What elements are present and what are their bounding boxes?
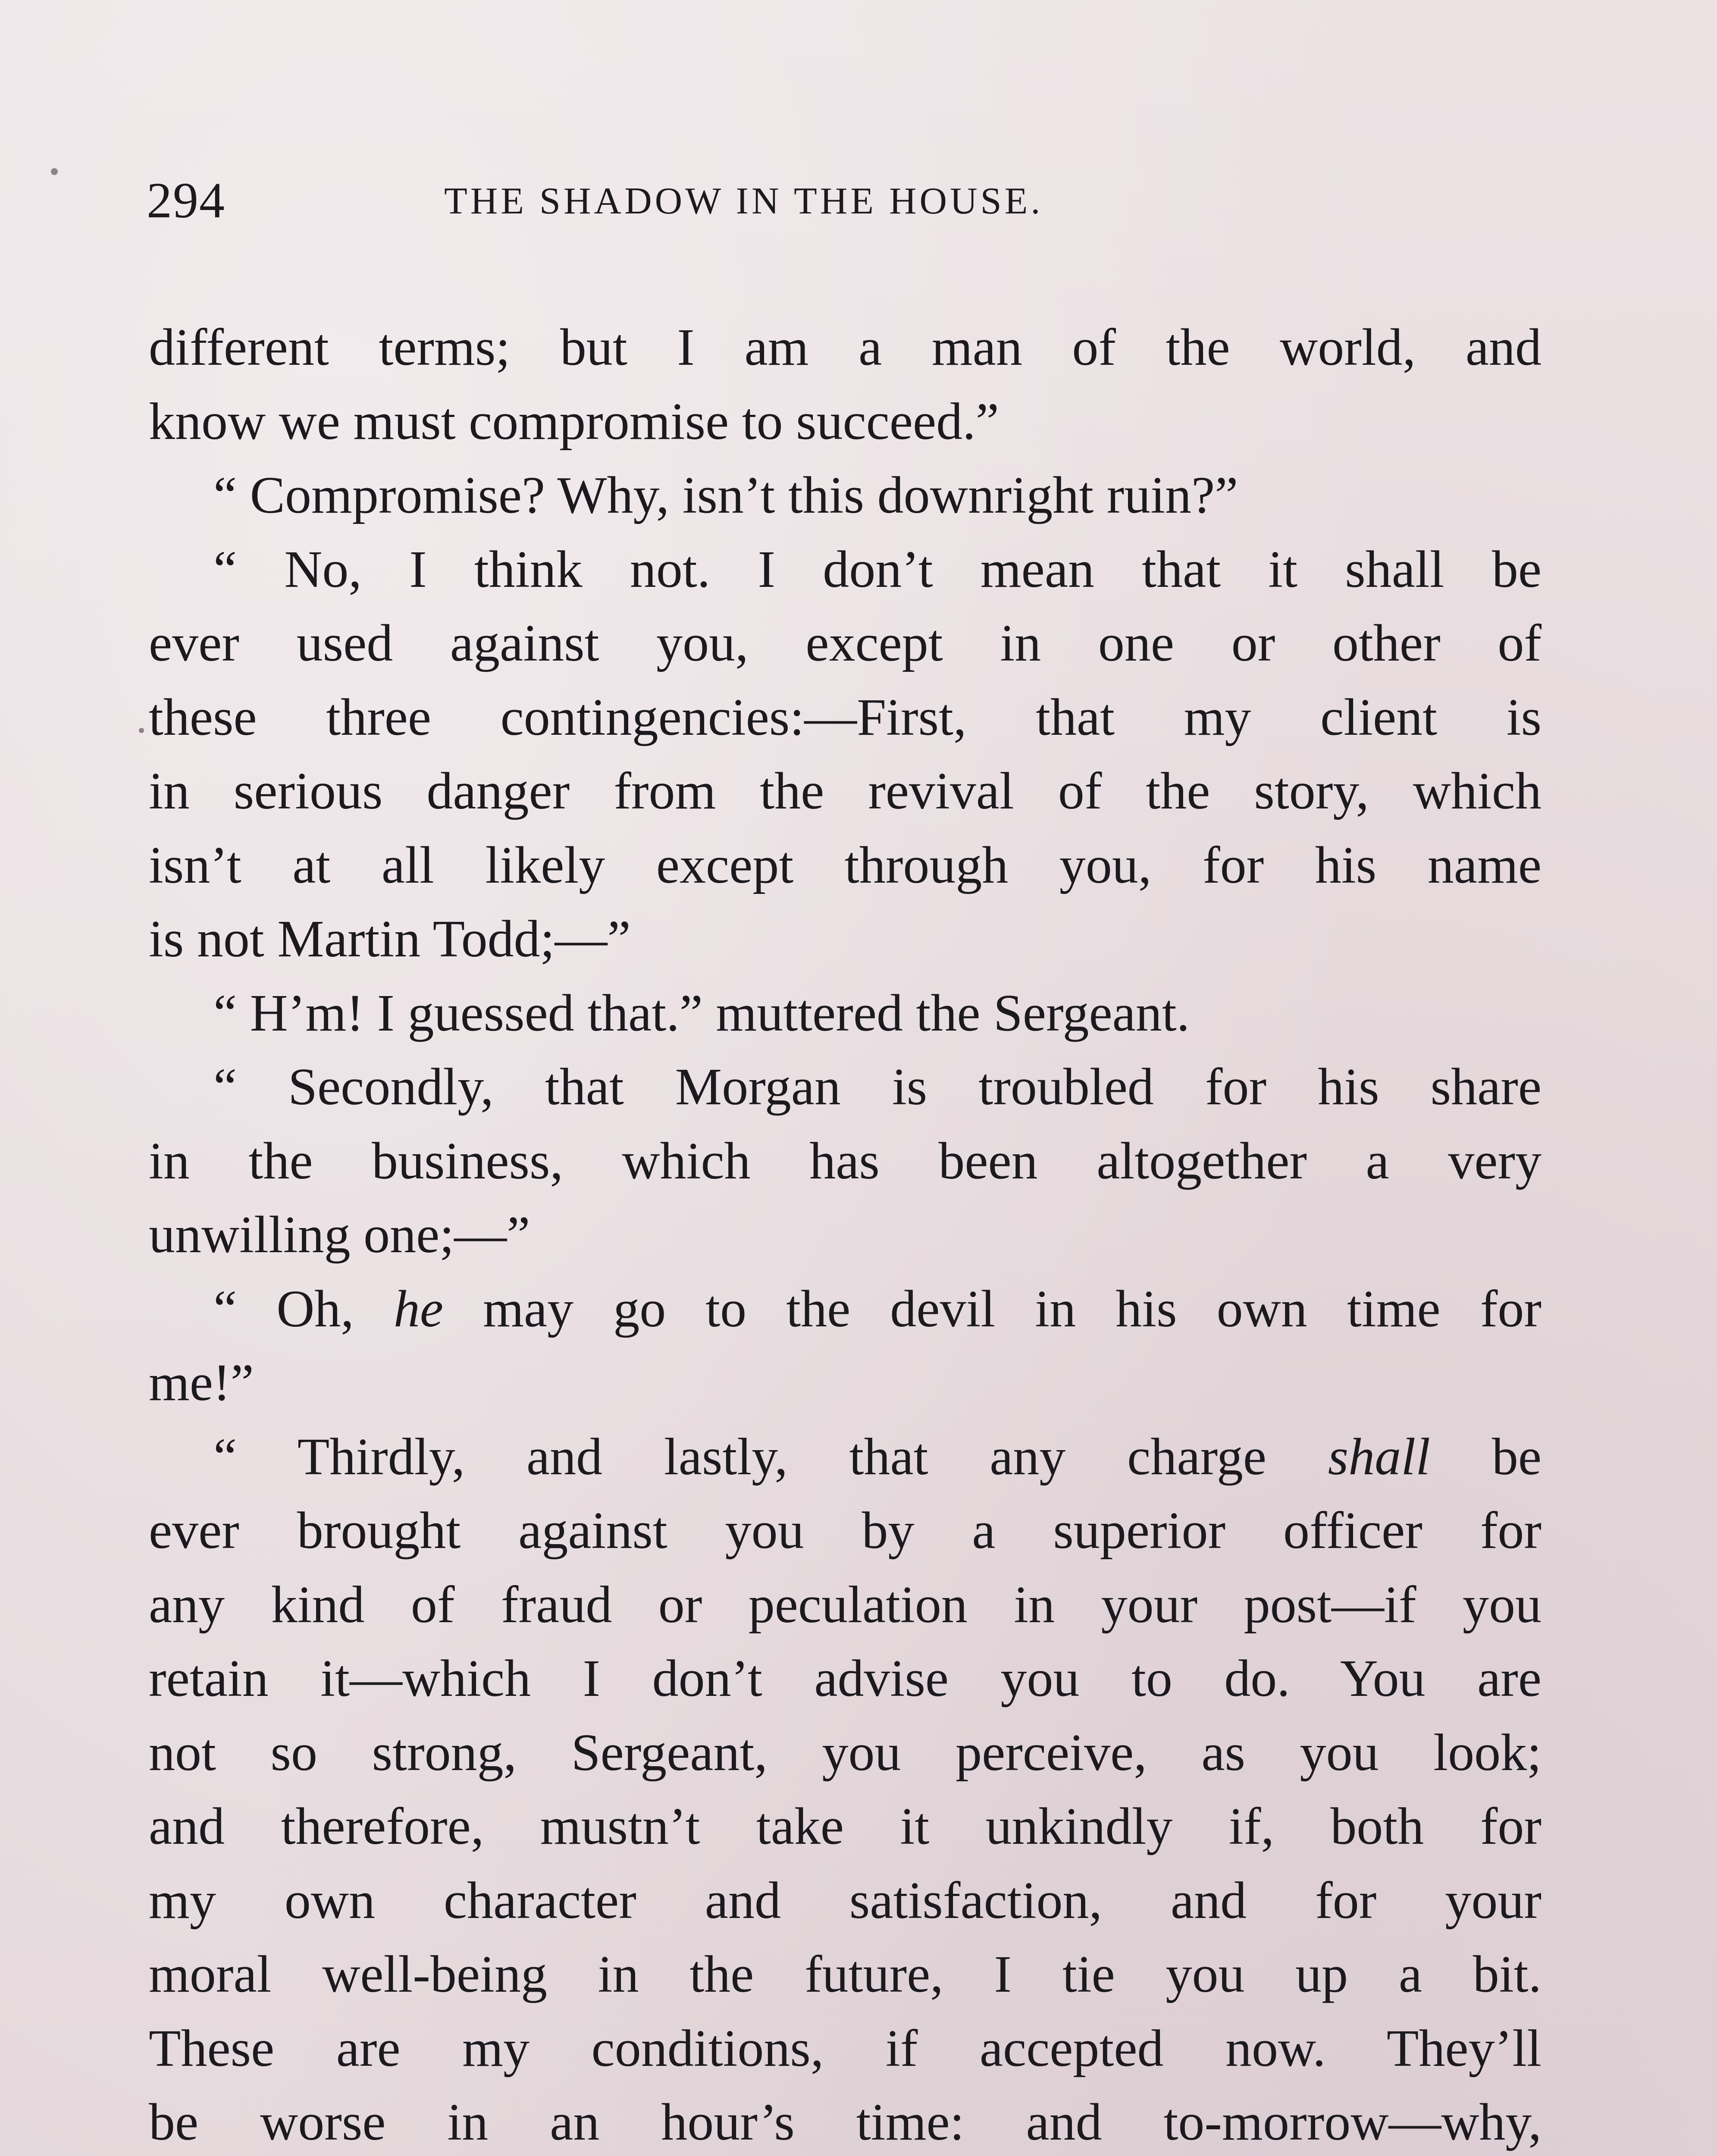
text-segment: “ Thirdly, and lastly, that any charge [213, 1427, 1328, 1486]
text-segment: be worse in an hour’s time: and to-morrow—why, [149, 2093, 1542, 2151]
text-line [149, 1937, 1542, 2012]
text-line [149, 1050, 1542, 1124]
italic-text: shall [1328, 1427, 1431, 1486]
text-line [149, 976, 1542, 1050]
text-line [149, 1420, 1542, 1494]
text-line [149, 1198, 1542, 1272]
text-segment: me!” [149, 1354, 254, 1412]
text-segment: “ Secondly, that Morgan is troubled for his share [213, 1058, 1542, 1116]
text-segment: “ Oh, [213, 1279, 394, 1338]
text-line [149, 1124, 1542, 1198]
text-segment: any kind of fraud or peculation in your post—if you [149, 1575, 1542, 1634]
text-segment: be [1430, 1427, 1542, 1486]
text-line [149, 385, 1542, 459]
italic-text: he [393, 1279, 444, 1338]
text-line [149, 606, 1542, 680]
text-segment: unwilling one;—” [149, 1206, 530, 1264]
text-segment: these three contingencies:—First, that my client is [149, 688, 1542, 746]
text-segment: “ No, I think not. I don’t mean that it shall be [213, 540, 1542, 599]
text-segment: in the business, which has been altogether a very [149, 1131, 1542, 1190]
page-speck [51, 168, 58, 175]
text-segment: different terms; but I am a man of the world, and [149, 318, 1542, 376]
text-segment: is not Martin Todd;—” [149, 910, 631, 968]
text-segment: retain it—which I don’t advise you to do. You are [149, 1649, 1542, 1708]
text-segment: not so strong, Sergeant, you perceive, as you look; [149, 1723, 1542, 1782]
text-segment: ever brought against you by a superior officer for [149, 1501, 1542, 1560]
text-line [149, 1272, 1542, 1346]
text-line [149, 2085, 1542, 2156]
page-speck [139, 728, 144, 733]
text-segment: “ Compromise? Why, isn’t this downright ruin?” [213, 466, 1238, 524]
text-segment: in serious danger from the revival of the story, which [149, 762, 1542, 820]
text-line [149, 1494, 1542, 1568]
text-line [149, 1789, 1542, 1864]
text-line [149, 828, 1542, 903]
text-line [149, 533, 1542, 607]
text-line [149, 1346, 1542, 1420]
text-segment: “ H’m! I guessed that.” muttered the Sergeant. [213, 984, 1190, 1042]
text-line [149, 1642, 1542, 1716]
page-header [147, 166, 1259, 235]
text-segment: moral well-being in the future, I tie you up a bit. [149, 1945, 1542, 2003]
text-segment: may go to the devil in his own time for [443, 1279, 1542, 1338]
text-segment: my own character and satisfaction, and for your [149, 1871, 1542, 1930]
text-line [149, 310, 1542, 385]
text-line [149, 1716, 1542, 1790]
text-line [149, 1864, 1542, 1938]
text-segment: These are my conditions, if accepted now. They’ll [149, 2019, 1542, 2078]
text-line [149, 680, 1542, 755]
text-line [149, 754, 1542, 828]
text-line [149, 458, 1542, 533]
body-text [149, 310, 1542, 2156]
text-line [149, 2012, 1542, 2086]
text-line [149, 902, 1542, 976]
text-segment: isn’t at all likely except through you, for his name [149, 836, 1542, 894]
text-segment: ever used against you, except in one or other of [149, 614, 1542, 672]
text-segment: and therefore, mustn’t take it unkindly if, both for [149, 1797, 1542, 1855]
running-title: THE SHADOW IN THE HOUSE. [444, 180, 1043, 222]
text-segment: know we must compromise to succeed.” [149, 392, 999, 451]
text-line [149, 1568, 1542, 1642]
page-number: 294 [147, 172, 226, 229]
